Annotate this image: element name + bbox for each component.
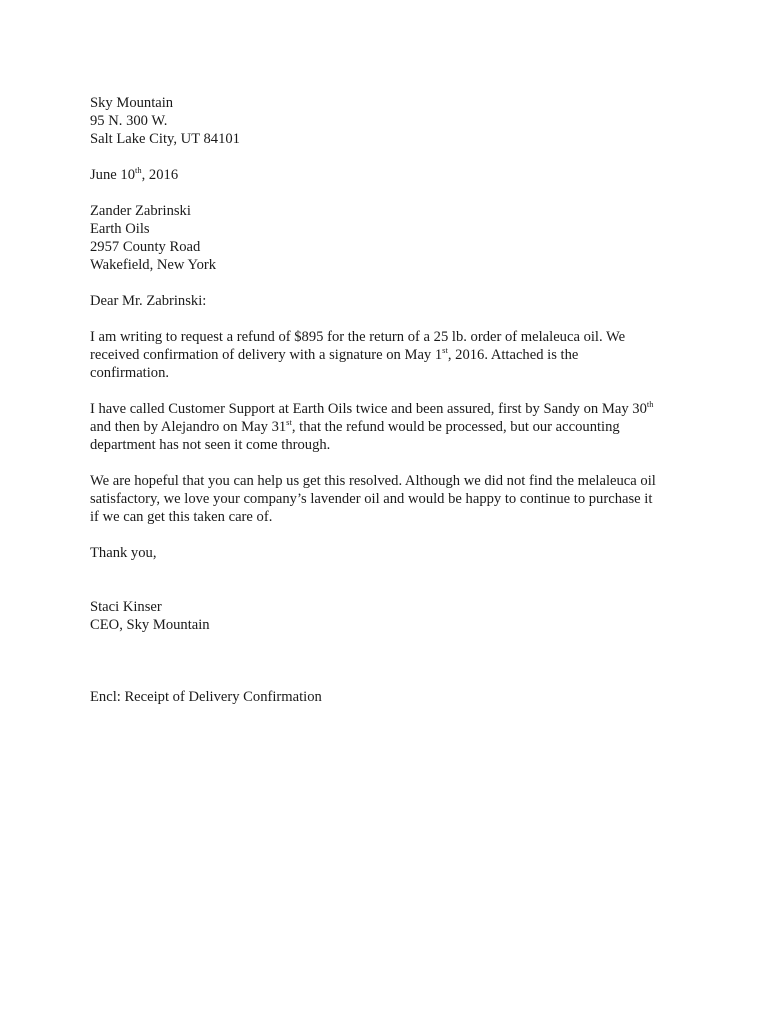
- paragraph1-line1: I am writing to request a refund of $895 for the return of a 25 lb. order of melaleuca oil. We: [90, 329, 626, 345]
- paragraph2-line2-text: and then by Alejandro on May 31: [90, 419, 287, 435]
- paragraph1-line3: confirmation.: [90, 365, 170, 381]
- recipient-street: 2957 County Road: [90, 239, 201, 255]
- sender-name: Sky Mountain: [90, 95, 174, 111]
- recipient-city: Wakefield, New York: [90, 257, 217, 273]
- paragraph-refund-request: [90, 328, 690, 382]
- date-main: June 10: [90, 167, 135, 183]
- signature-block: [90, 598, 690, 634]
- paragraph3-line3: if we can get this taken care of.: [90, 509, 273, 525]
- recipient-address: [90, 202, 690, 274]
- paragraph2-line1-ordinal: th: [646, 399, 654, 409]
- paragraph2-line2: [90, 418, 690, 436]
- sender-city: Salt Lake City, UT 84101: [90, 131, 240, 147]
- closing: Thank you,: [90, 545, 157, 561]
- letter-date: [90, 166, 690, 184]
- paragraph1-line2: [90, 346, 690, 364]
- letter-body: [90, 94, 690, 706]
- paragraph3-line1: We are hopeful that you can help us get this resolved. Although we did not find the melaleuca oil: [90, 473, 656, 489]
- paragraph2-line2-ordinal: st: [286, 417, 292, 427]
- recipient-name: Zander Zabrinski: [90, 203, 191, 219]
- paragraph2-line1: [90, 400, 690, 418]
- signature-title: CEO, Sky Mountain: [90, 617, 210, 633]
- paragraph2-line2-tail: , that the refund would be processed, but our accounting: [291, 419, 620, 435]
- paragraph1-line2-ordinal: st: [442, 345, 448, 355]
- paragraph3-line2: satisfactory, we love your company’s lavender oil and would be happy to continue to purchase it: [90, 491, 653, 507]
- signature-name: Staci Kinser: [90, 599, 162, 615]
- paragraph1-line2-tail: , 2016. Attached is the: [447, 347, 579, 363]
- enclosure-note: Encl: Receipt of Delivery Confirmation: [90, 689, 322, 705]
- salutation: Dear Mr. Zabrinski:: [90, 293, 207, 309]
- paragraph2-line3: department has not seen it come through.: [90, 437, 331, 453]
- paragraph-hopeful: [90, 472, 690, 526]
- date-year: , 2016: [141, 167, 179, 183]
- paragraph-support-calls: [90, 400, 690, 454]
- paragraph1-line2-text: received confirmation of delivery with a signature on May 1: [90, 347, 443, 363]
- sender-address: [90, 94, 690, 148]
- date-ordinal: th: [135, 165, 142, 175]
- recipient-company: Earth Oils: [90, 221, 150, 237]
- paragraph2-line1-text: I have called Customer Support at Earth Oils twice and been assured, first by Sandy on May 30: [90, 401, 647, 417]
- sender-street: 95 N. 300 W.: [90, 113, 168, 129]
